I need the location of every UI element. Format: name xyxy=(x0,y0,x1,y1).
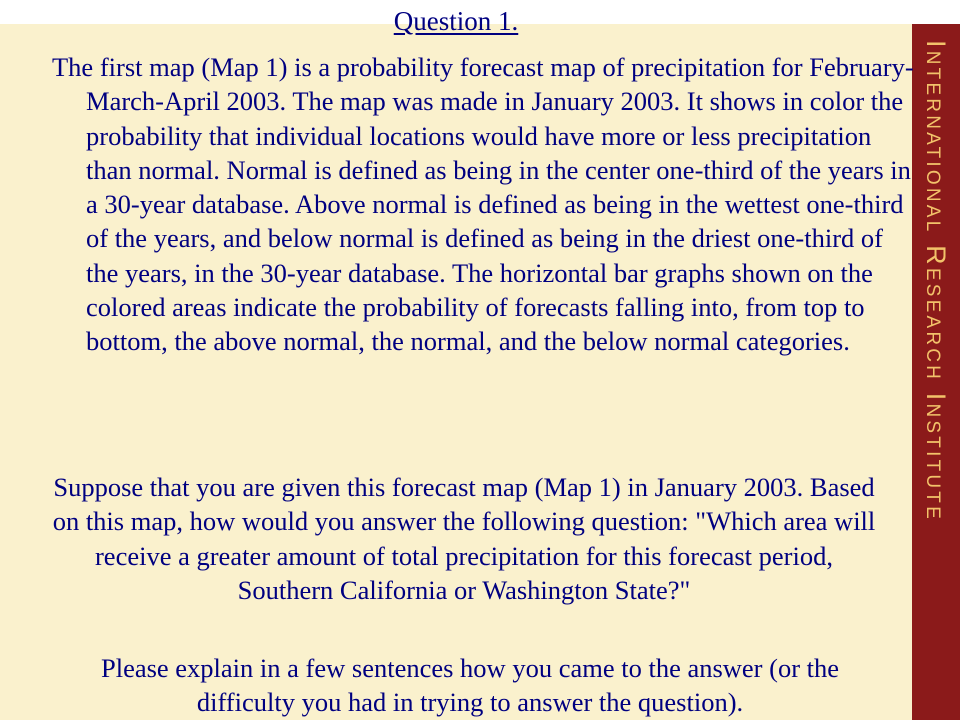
explanation-request-paragraph: Please explain in a few sentences how you came to the answer (or the difficulty you had in trying to answer the question). xyxy=(100,653,840,718)
brand-logo-text: International Research Institute xyxy=(921,40,951,522)
question-prompt-paragraph: Suppose that you are given this forecast map (Map 1) in January 2003. Based on this map, how would you answer the following question: "Which area will receive a greater amount of total precipitation for this forecast period, Southern California or Washington State?" xyxy=(52,472,876,605)
map-description-paragraph: The first map (Map 1) is a probability forecast map of precipitation for February-March-April 2003. The map was made in January 2003. It shows in color the probability that individual locations would have more or less precipitation than normal. Normal is defined as being in the center one-third of the years in a 30-year database. Above normal is defined as being in the wettest one-third of the years, and below normal is defined as being in the driest one-third of the years, in the 30-year database. The horizontal bar graphs shown on the colored areas indicate the probability of forecasts falling into, from top to bottom, the above normal, the normal, and the below normal categories. xyxy=(52,52,914,357)
question-title: Question 1. xyxy=(393,6,519,36)
